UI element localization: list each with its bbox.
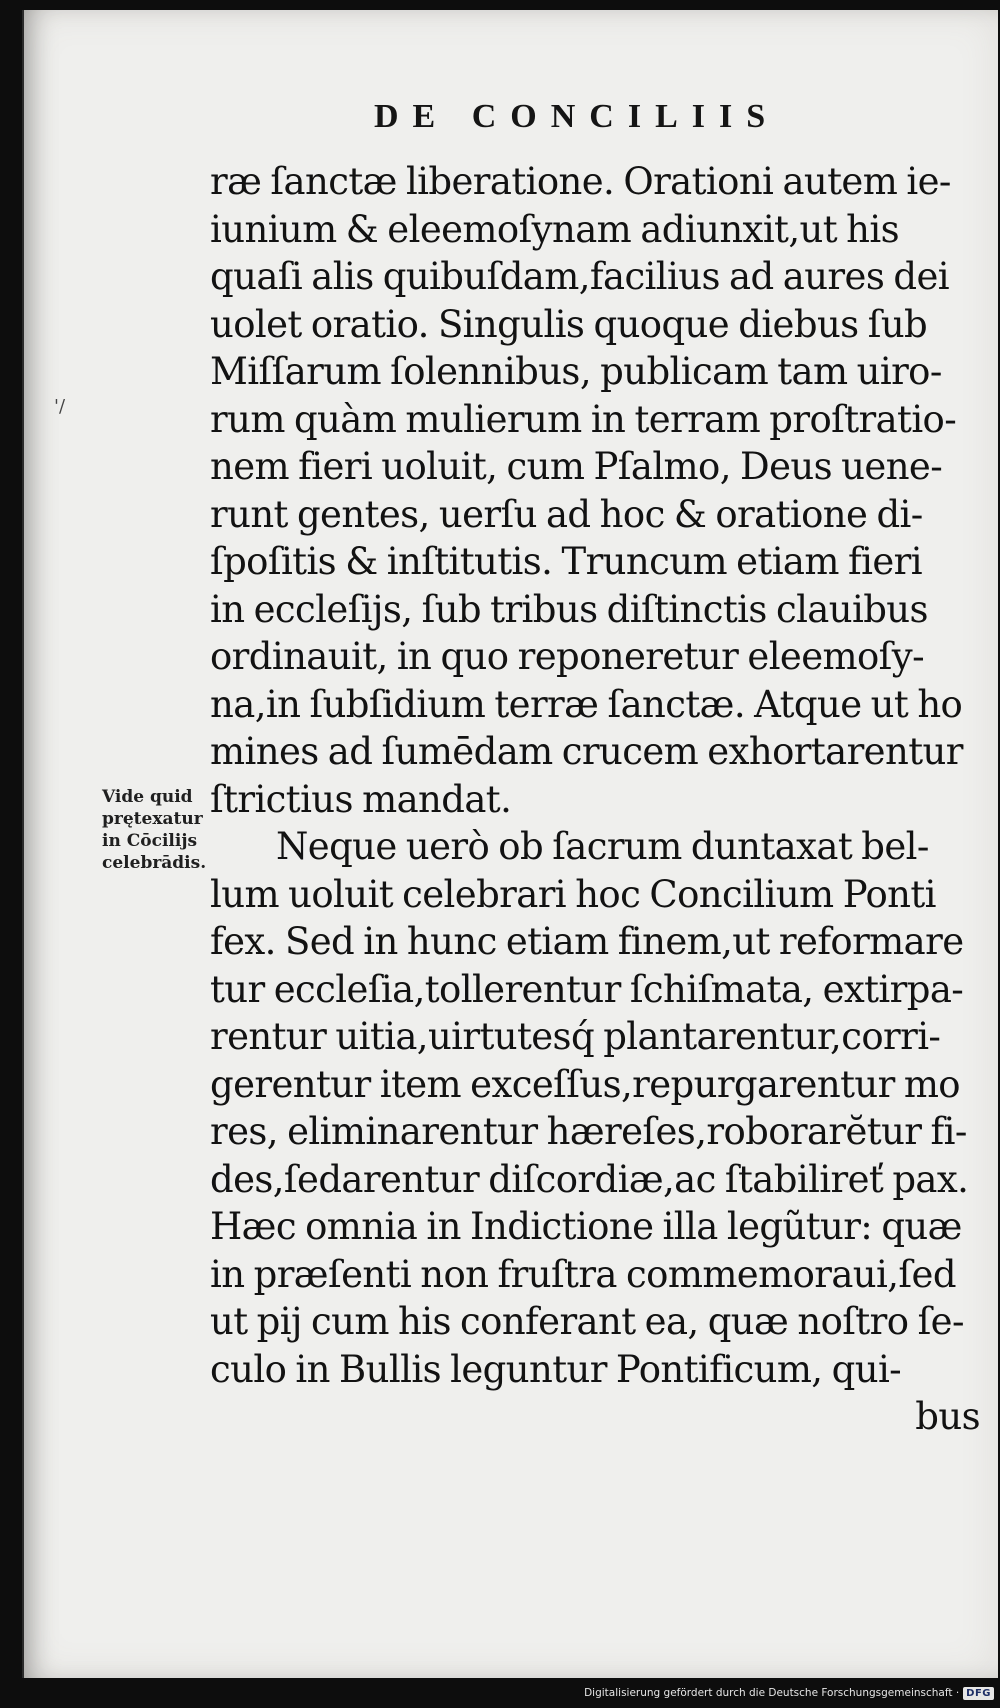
text-line: ſtrictius mandat.	[210, 777, 512, 821]
text-line: in eccleſijs, ſub tribus diſtinctis clauibus	[210, 587, 928, 631]
text-line: Neque uerò ob ſacrum duntaxat bel-	[276, 825, 929, 868]
text-line: ut pij cum his conferant ea, quæ noſtro ſe-	[210, 1300, 964, 1343]
text-line: iunium & eleemoſynam adiunxit,ut his	[210, 207, 899, 251]
text-line: runt gentes, uerſu ad hoc & oratione di-	[210, 492, 923, 536]
text-line: tur eccleſia,tollerentur ſchiſmata, extirpa-	[210, 967, 964, 1011]
text-line: bus	[915, 1395, 980, 1438]
book-page	[22, 10, 998, 1678]
text-line: lum uoluit celebrari hoc Concilium Ponti	[210, 872, 936, 916]
text-line: Miſſarum ſolennibus, publicam tam uiro-	[210, 350, 942, 393]
text-line: ſpoſitis & inſtitutis. Truncum etiam fieri	[210, 540, 922, 583]
marginal-note-line: in Cōcilijs	[102, 831, 198, 851]
credit-text: Digitalisierung gefördert durch die Deutsche Forschungsgemeinschaft ·	[584, 1687, 960, 1699]
text-line: uolet oratio. Singulis quoque diebus ſub	[210, 302, 928, 346]
marginal-note-line: prętexatur	[102, 809, 203, 829]
marginal-note-line: celebrādis.	[102, 853, 207, 873]
text-line: nem fieri uoluit, cum Pſalmo, Deus uene-	[210, 445, 943, 488]
text-line: in præſenti non fruſtra commemoraui,ſed	[210, 1252, 956, 1296]
text-line: rentur uitia,uirtutesq́ plantarentur,corri-	[210, 1015, 941, 1058]
text-line: mines ad ſumēdam crucem exhortarentur	[210, 730, 963, 773]
text-line: ordinauit, in quo reponeretur eleemoſy-	[210, 635, 924, 678]
body-text	[210, 158, 986, 1441]
text-line: gerentur item exceſſus,repurgarentur mo	[210, 1062, 960, 1106]
text-line: quaſi alis quibuſdam,facilius ad aures dei	[210, 255, 949, 298]
marginal-note-line: Vide quid	[102, 787, 193, 807]
digitization-credit	[584, 1682, 994, 1704]
running-head: DE CONCILIIS	[374, 98, 780, 135]
text-line: rum quàm mulierum in terram proſtratio-	[210, 397, 957, 441]
text-line: ræ ſanctæ liberatione. Orationi autem ie-	[210, 160, 951, 203]
text-line: Hæc omnia in Indictione illa legũtur: quæ	[210, 1205, 962, 1248]
dfg-logo-icon: DFG	[963, 1687, 994, 1700]
text-line: res, eliminarentur hæreſes,roborarĕtur fi-	[210, 1110, 967, 1153]
margin-mark: '/	[54, 396, 66, 417]
text-line: fex. Sed in hunc etiam finem,ut reformare	[210, 920, 964, 963]
marginal-note	[102, 786, 220, 874]
text-line: na,in ſubſidium terræ ſanctæ. Atque ut ho	[210, 682, 963, 726]
text-line: culo in Bullis leguntur Pontificum, qui-	[210, 1347, 902, 1391]
text-line: des,ſedarentur diſcordiæ,ac ſtabilireť pax.	[210, 1157, 969, 1201]
